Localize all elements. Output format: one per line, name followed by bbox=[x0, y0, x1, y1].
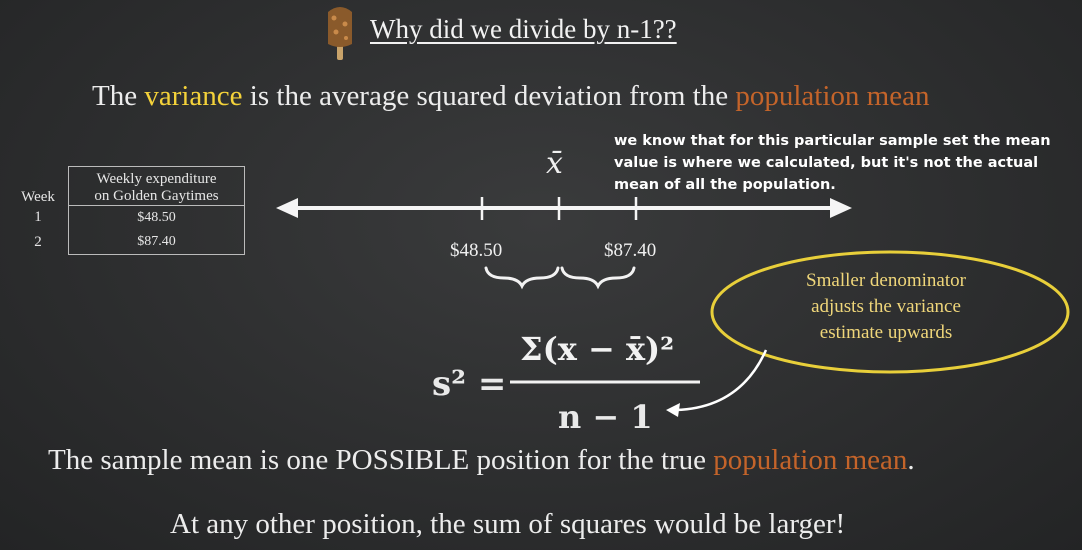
week-header: Week bbox=[21, 188, 55, 205]
table-row: 2 $87.40 bbox=[8, 230, 245, 255]
formula-lhs: s² = bbox=[432, 364, 507, 404]
formula-denominator: n − 1 bbox=[558, 398, 653, 436]
page-title: Why did we divide by n-1?? bbox=[370, 14, 677, 44]
right-value-label: $87.40 bbox=[604, 240, 657, 261]
deviation-braces bbox=[486, 268, 634, 286]
table-row: 1 $48.50 bbox=[8, 206, 245, 231]
formula-numerator: Σ(x − x̄)² bbox=[520, 330, 675, 368]
callout-arrow bbox=[676, 350, 766, 410]
callout-text: Smaller denominator adjusts the variance estimate upwards bbox=[806, 270, 966, 343]
population-mean-term: population mean bbox=[735, 80, 930, 112]
left-value-label: $48.50 bbox=[450, 240, 503, 261]
number-line bbox=[276, 197, 852, 220]
conclusion-line-2: At any other position, the sum of squares would be larger! bbox=[170, 508, 846, 540]
sample-mean-symbol: x̄ bbox=[546, 146, 563, 181]
annotation-note: we know that for this particular sample set the mean value is where we calculated, but it's not the actual mean of all the population. bbox=[614, 133, 1051, 193]
variance-term: variance bbox=[144, 80, 243, 112]
definition-line: The variance is the average squared deviation from the population mean bbox=[92, 80, 930, 112]
equals-sign: = bbox=[477, 364, 507, 404]
conclusion-line-1: The sample mean is one POSSIBLE position for the true population mean. bbox=[48, 444, 915, 476]
expenditure-header: Weekly expenditure on Golden Gaytimes bbox=[69, 167, 245, 206]
population-mean-term: population mean bbox=[713, 444, 908, 476]
